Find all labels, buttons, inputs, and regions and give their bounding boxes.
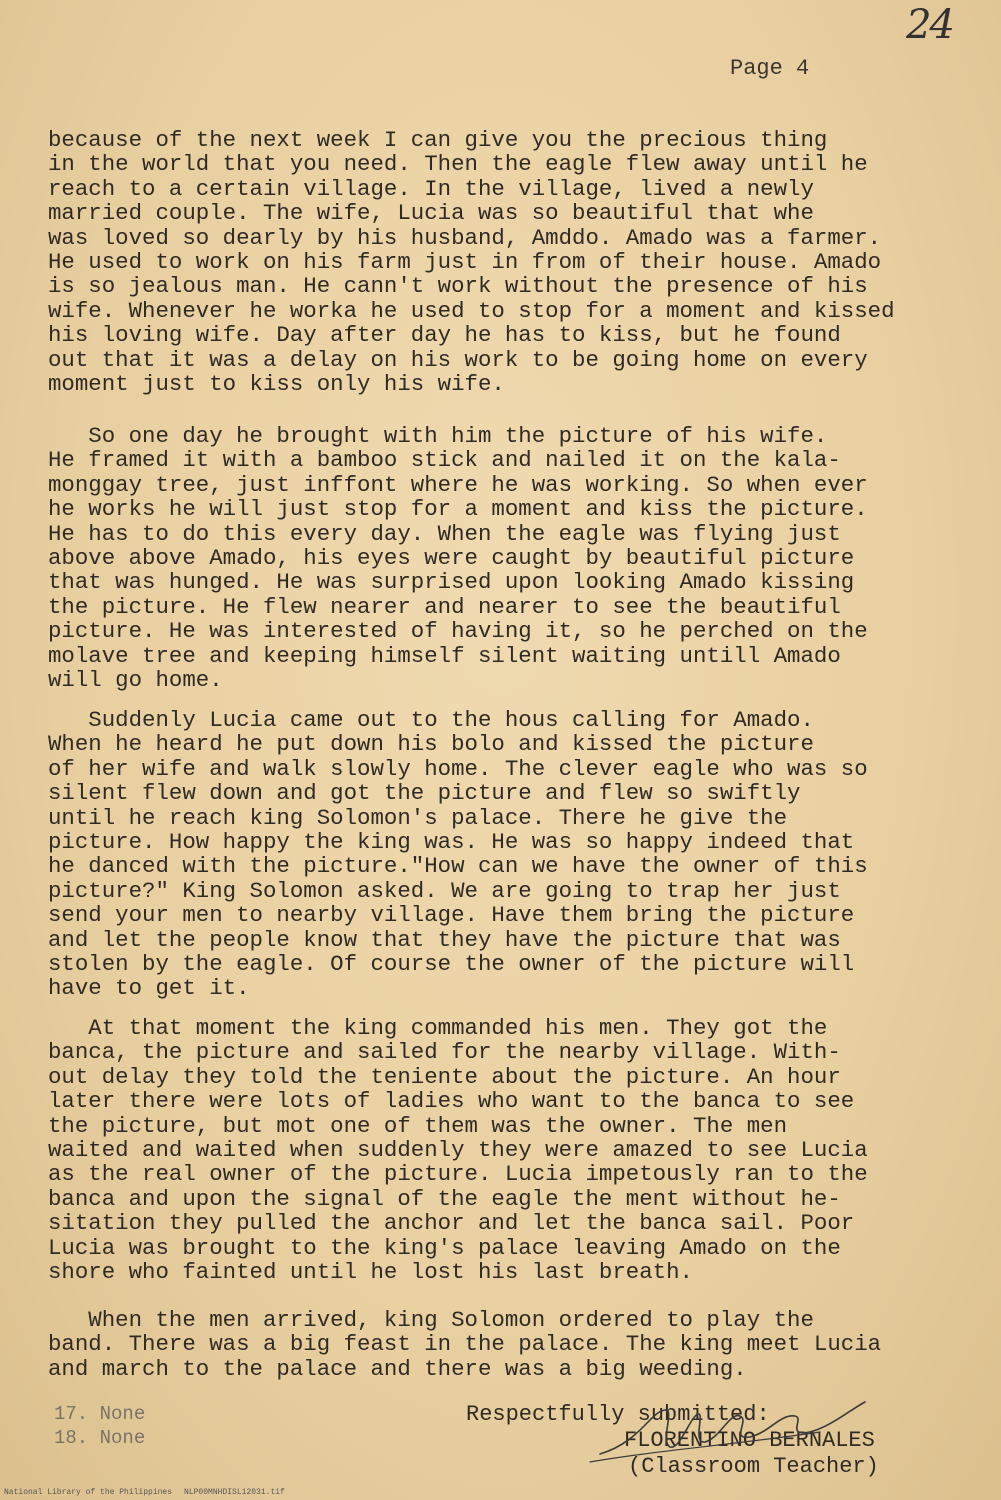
text-line: stolen by the eagle. Of course the owner of the picture will — [48, 951, 855, 978]
text-line: Suddenly Lucia came out to the hous calling for Amado. — [48, 707, 814, 733]
text-line: He framed it with a bamboo stick and nailed it on the kala- — [48, 447, 841, 474]
text-line: sitation they pulled the anchor and let the banca sail. Poor — [48, 1210, 855, 1237]
page-label: Page 4 — [730, 56, 810, 81]
text-line: reach to a certain village. In the village, lived a newly — [48, 175, 814, 202]
handwritten-signature — [580, 1392, 880, 1472]
text-line: Lucia was brought to the king's palace leaving Amado on the — [48, 1234, 841, 1261]
text-line: wife. Whenever he worka he used to stop for a moment and kissed — [48, 297, 895, 324]
text-line: waited and waited when suddenly they were amazed to see Lucia — [48, 1137, 868, 1164]
text-line: until he reach king Solomon's palace. There he give the — [48, 804, 788, 831]
text-line: picture. He was interested of having it, so he perched on the — [48, 618, 868, 645]
text-line: because of the next week I can give you the precious thing — [48, 127, 828, 153]
text-line: band. There was a big feast in the palace. The king meet Lucia — [48, 1331, 882, 1358]
text-line: later there were lots of ladies who want to the banca to see — [48, 1088, 855, 1115]
footer-library: National Library of the Philippines — [4, 1488, 173, 1497]
text-line: above above Amado, his eyes were caught by beautiful picture — [48, 545, 855, 572]
text-line: out that it was a delay on his work to be going home on every — [48, 346, 868, 373]
text-line: in the world that you need. Then the eagle flew away until he — [48, 151, 868, 178]
signatory-title: (Classroom Teacher) — [628, 1454, 879, 1479]
paragraph-2 — [48, 424, 968, 692]
text-line: have to get it. — [48, 975, 250, 1002]
text-line: will go home. — [48, 667, 223, 694]
paragraph-1 — [48, 128, 968, 396]
text-line: his loving wife. Day after day he has to kiss, but he found — [48, 322, 841, 349]
paragraph-3 — [48, 708, 968, 1001]
archive-footer — [4, 1488, 285, 1497]
text-line: He used to work on his farm just in from of their house. Amado — [48, 249, 882, 276]
text-line: is so jealous man. He cann't work without the presence of his — [48, 273, 868, 300]
text-line: silent flew down and got the picture and flew so swiftly — [48, 780, 801, 807]
text-line: was loved so dearly by his husband, Amddo. Amado was a farmer. — [48, 224, 882, 251]
handwritten-page-number: 24 — [906, 2, 953, 48]
text-line: When he heard he put down his bolo and kissed the picture — [48, 731, 814, 758]
text-line: When the men arrived, king Solomon ordered to play the — [48, 1307, 814, 1333]
text-line: picture. How happy the king was. He was so happy indeed that — [48, 829, 855, 856]
numbered-items — [54, 1402, 145, 1450]
item-17: 17. None — [54, 1403, 146, 1425]
text-line: So one day he brought with him the picture of his wife. — [48, 423, 828, 449]
text-line: and march to the palace and there was a big weeding. — [48, 1355, 747, 1382]
item-18: 18. None — [54, 1427, 146, 1449]
text-line: moment just to kiss only his wife. — [48, 371, 505, 398]
text-line: he danced with the picture."How can we have the owner of this — [48, 853, 868, 880]
footer-file: NLP00MNHDISL12031.tif — [184, 1488, 285, 1497]
text-line: that was hunged. He was surprised upon looking Amado kissing — [48, 569, 855, 596]
text-line: and let the people know that they have the picture that was — [48, 926, 841, 953]
text-line: he works he will just stop for a moment and kiss the picture. — [48, 496, 868, 523]
text-line: molave tree and keeping himself silent waiting untill Amado — [48, 642, 841, 669]
text-line: He has to do this every day. When the eagle was flying just — [48, 520, 841, 547]
text-line: send your men to nearby village. Have them bring the picture — [48, 902, 855, 929]
text-line: married couple. The wife, Lucia was so beautiful that whe — [48, 200, 814, 227]
text-line: picture?" King Solomon asked. We are going to trap her just — [48, 877, 841, 904]
signatory-name: FLORENTINO BERNALES — [624, 1428, 875, 1453]
paragraph-5 — [48, 1308, 968, 1381]
text-line: the picture, but mot one of them was the owner. The men — [48, 1112, 788, 1139]
text-line: out delay they told the teniente about the picture. An hour — [48, 1063, 841, 1090]
text-line: At that moment the king commanded his men. They got the — [48, 1015, 828, 1041]
paragraph-4 — [48, 1016, 968, 1284]
text-line: banca, the picture and sailed for the nearby village. With- — [48, 1039, 841, 1066]
text-line: of her wife and walk slowly home. The clever eagle who was so — [48, 755, 868, 782]
closing-phrase: Respectfully submitted: — [466, 1402, 770, 1427]
text-line: as the real owner of the picture. Lucia impetously ran to the — [48, 1161, 868, 1188]
text-line: the picture. He flew nearer and nearer to see the beautiful — [48, 593, 841, 620]
text-line: monggay tree, just inffont where he was working. So when ever — [48, 471, 868, 498]
text-line: banca and upon the signal of the eagle the ment without he- — [48, 1185, 841, 1212]
text-line: shore who fainted until he lost his last breath. — [48, 1259, 693, 1286]
